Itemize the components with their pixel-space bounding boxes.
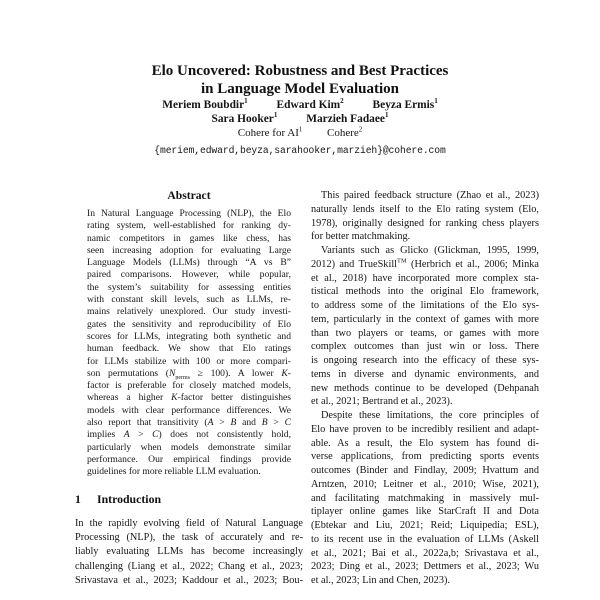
text-line: tistical methods into the original Elo framework, <box>311 286 539 298</box>
text-line: for LLMs stabilize with 100 or more compari- <box>87 355 291 367</box>
text-line: to its recent use in the evaluation of LLMs (Askell <box>311 533 539 545</box>
text-line: human feedback. We show that Elo ratings <box>87 343 291 355</box>
right-column-text <box>311 189 539 588</box>
author-name: Marzieh Fadaee$^1$ <box>306 111 389 125</box>
text-line: tem, particularly in the context of games with more <box>311 313 539 325</box>
text-line: In Natural Language Processing (NLP), the Elo <box>87 208 291 219</box>
text-line: complex outcomes than just win or loss. There <box>311 341 539 353</box>
text-line: the system’s suitability for assessing entities <box>87 281 291 293</box>
text-line: liably evaluating LLMs has become increasingly <box>75 546 303 558</box>
author-name: Beyza Ermis$^1$ <box>372 97 438 111</box>
text-line: scores for LLMs, integrating both synthetic and <box>87 330 291 342</box>
text-line: for better matchmaking. <box>311 231 411 243</box>
section-title: Introduction <box>97 491 162 506</box>
text-line: new methods continue to be developed (Dehpanah <box>311 382 539 394</box>
text-line: son permutations $(N_{perms} \ge 100)$. A lower K- <box>87 367 291 381</box>
text-line: 2012) and TrueSkill™ (Herbrich et al., 2006; Minka <box>311 257 539 270</box>
text-line: et al., 2021; Bertrand et al., 2023). <box>311 396 453 408</box>
two-column-body <box>0 189 600 589</box>
author-name: Meriem Boubdir$^1$ <box>162 97 248 111</box>
text-line: models with clear performance differences. We <box>87 404 291 416</box>
paragraph <box>311 244 539 409</box>
text-line: also report that transitivity (A > B and B > C <box>87 417 291 429</box>
text-line: Elo have proven to be incredibly resilient and adapt- <box>311 423 539 435</box>
text-line: is ongoing research into the efficacy of these sys- <box>311 355 539 366</box>
text-line: namic competitors in games like chess, has <box>87 232 291 244</box>
affiliation: Cohere$^2$ <box>327 126 363 139</box>
text-line: particularly when models demonstrate similar <box>87 441 291 453</box>
text-line: mains relatively unexplored. Our study investi- <box>87 306 291 318</box>
text-line: whereas a higher K-factor better distinguishes <box>87 392 291 404</box>
text-line: to address some of the limitations of the Elo sys- <box>311 300 539 311</box>
author-name: Sara Hooker$^1$ <box>211 111 278 125</box>
text-line: performance. Our empirical findings provide <box>87 453 291 465</box>
abstract-text <box>87 208 291 479</box>
text-line: (Ebtekar and Liu, 2021; Reid; Liquipedia; ESL), <box>311 520 539 531</box>
text-line: Arntzen, 2010; Leitner et al., 2010; Wise, 2021), <box>311 478 539 490</box>
text-line: than two players or teams, or games with more <box>311 327 539 339</box>
text-line: Despite these limitations, the core principles of <box>321 410 539 421</box>
text-line: with constant skill levels, such as LLMs, re- <box>87 294 291 306</box>
introduction-text <box>75 517 303 589</box>
text-line: This paired feedback structure (Zhao et al., 2023) <box>321 190 539 201</box>
affiliations-row <box>0 126 600 140</box>
abstract-heading: Abstract <box>167 189 211 202</box>
section-heading-introduction <box>75 492 303 506</box>
right-column <box>311 189 539 589</box>
text-line: 1978), originally designed for ranking chess players <box>311 217 539 229</box>
text-line: tems in diverse and dynamic environments, and <box>311 368 539 380</box>
text-line: tiplayer online games like StarCraft II and Dota <box>311 506 539 518</box>
text-line: factor is preferable for closely matched models, <box>87 380 291 392</box>
left-column <box>75 189 303 589</box>
text-line: implies A > C) does not consistently hold, <box>87 429 291 441</box>
paper-title <box>0 63 600 98</box>
title-block <box>0 63 600 157</box>
text-line: challenging (Liang et al., 2022; Chang et al., 2023; <box>75 560 303 572</box>
text-line: Srivastava et al., 2023; Kaddour et al., 2023; Bou- <box>75 575 303 587</box>
text-line: et al., 2018) have incorporated more complex sta- <box>311 272 539 284</box>
text-line: outcomes (Binder and Findlay, 2009; Hvattum and <box>311 465 539 476</box>
paragraph <box>311 189 539 244</box>
affiliation: Cohere for $AI^1$ <box>237 126 303 139</box>
text-line: guidelines for more reliable LLM evaluation. <box>87 466 261 478</box>
text-line: et al., 2023; Lin and Chen, 2023). <box>311 575 450 586</box>
authors-row-1 <box>0 98 600 112</box>
paper-title-line-2: in Language Model Evaluation <box>201 80 399 97</box>
text-line: In the rapidly evolving field of Natural Language <box>75 517 303 529</box>
author-name: Edward Kim$^2$ <box>276 97 344 111</box>
text-line: verse applications, from predicting sports events <box>311 451 539 463</box>
paragraph <box>311 409 539 588</box>
text-line: naturally lends itself to the Elo rating system (Elo, <box>311 203 539 215</box>
authors-row-2 <box>0 112 600 126</box>
section-number: 1 <box>75 491 81 506</box>
text-line: Language Models (LLMs) through “A vs B” <box>87 257 291 269</box>
text-line: gates the sensitivity and reproducibility of Elo <box>87 318 291 330</box>
email-address: {meriem,edward,beyza,sarahooker,marzieh}@cohere.com <box>154 145 446 156</box>
text-line: et al., 2021; Bai et al., 2022a,b; Srivastava et al., <box>311 547 539 559</box>
text-line: Processing (NLP), the task of accurately and re- <box>75 531 303 543</box>
paragraph <box>75 517 303 589</box>
paper-title-line-1: Elo Uncovered: Robustness and Best Practices <box>151 63 449 79</box>
paragraph <box>87 208 291 479</box>
text-line: paired comparisons. However, while popular, <box>87 269 291 281</box>
text-line: 2023; Ding et al., 2023; Dettmers et al., 2023; Wu <box>311 561 539 573</box>
text-line: and facilitating matchmaking in massively mul- <box>311 492 539 504</box>
text-line: rating system, well-established for ranking dy- <box>87 220 291 232</box>
text-line: able. As a result, the Elo system has found di- <box>311 437 539 449</box>
text-line: seen increasing adoption for evaluating Large <box>87 244 291 256</box>
text-line: Variants such as Glicko (Glickman, 1995, 1999, <box>321 245 539 256</box>
